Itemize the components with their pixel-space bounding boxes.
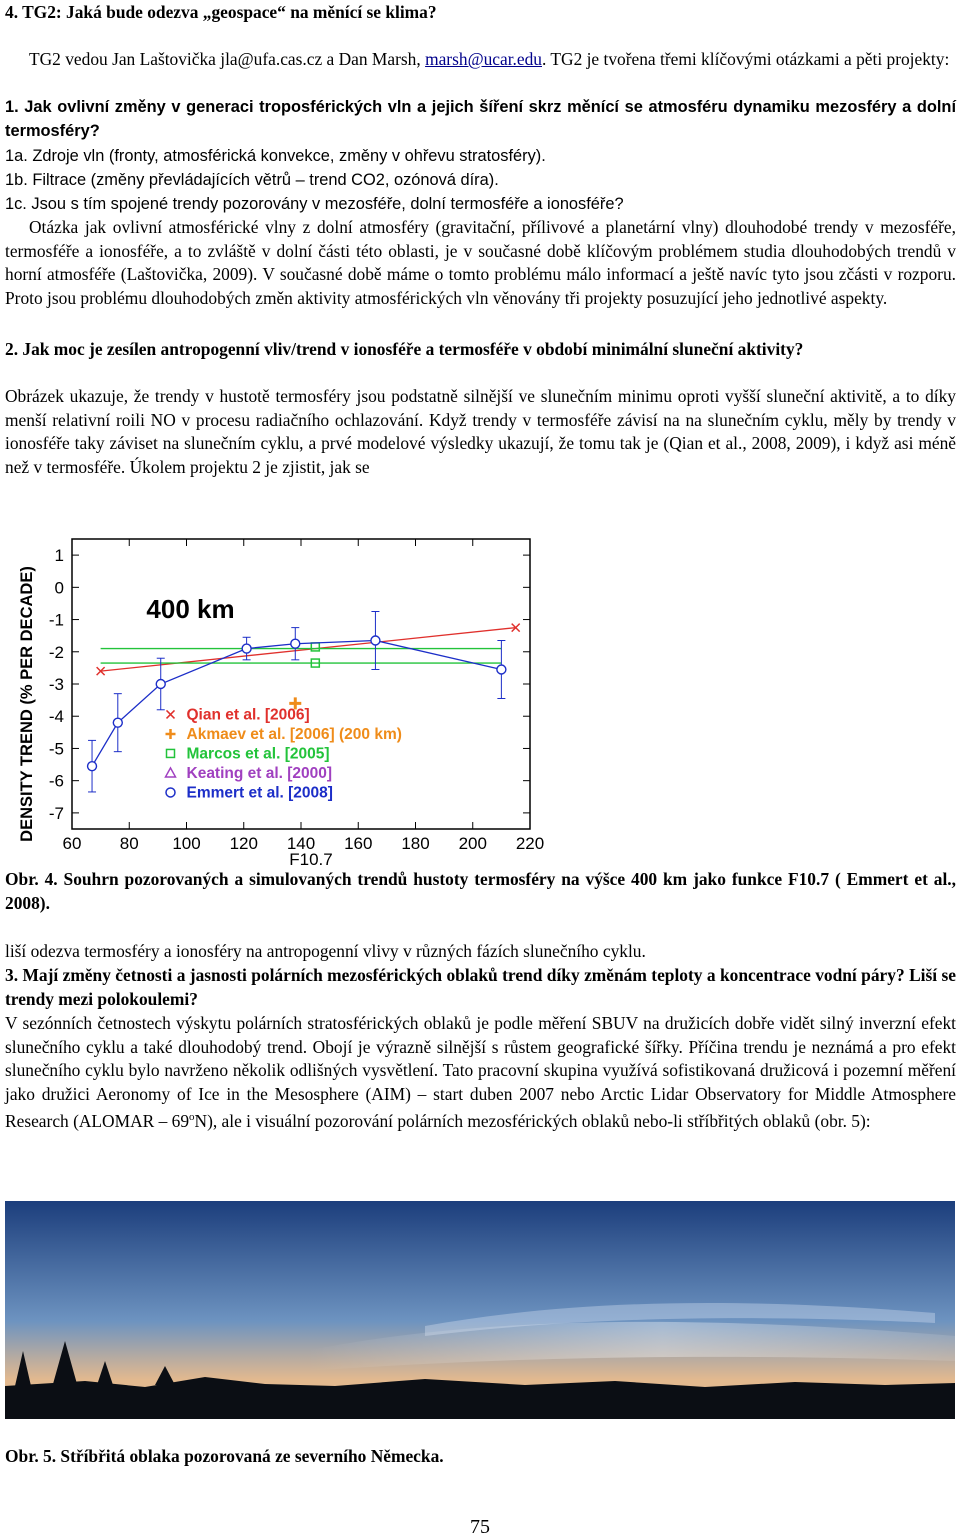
y-tick-label: -5 (48, 739, 64, 759)
question-2-title: 2. Jak moc je zesílen antropogenní vliv/trend v ionosféře a termosféře v období minimální sluneční aktivity? (5, 339, 804, 359)
x-axis-label: F10.7 (289, 850, 333, 867)
legend-marker-plus (166, 729, 176, 739)
question-1-title: 1. Jak ovlivní změny v generaci troposférických vln a jejich šíření skrz měnící se atmosféru dynamiku mezosféry a dolní termosféry? (5, 98, 956, 140)
x-tick-label: 120 (229, 834, 258, 853)
x-tick-label: 60 (62, 834, 82, 853)
legend-label: Marcos et al. [2005] (186, 745, 330, 763)
emmert-marker (291, 639, 300, 648)
emmert-marker (156, 680, 165, 689)
y-axis-label: DENSITY TREND (% PER DECADE) (18, 566, 36, 842)
emmert-marker (371, 636, 380, 645)
x-tick-label: 80 (119, 834, 139, 853)
question-3-title: 3. Mají změny četnosti a jasnosti polárních mezosférických oblaků trend díky změnám teploty a koncentrace vodní páry? Liší se trendy mezi polokoulemi? (5, 965, 956, 1009)
figure-4-caption: Obr. 4. Souhrn pozorovaných a simulovaných trendů hustoty termosféry na výšce 400 km jako funkce F10.7 ( Emmert et al., 2008). (5, 869, 956, 913)
legend-label: Keating et al. [2000] (186, 764, 333, 782)
question-2-continuation: liší odezva termosféry a ionosféry na antropogenní vlivy v různých fázích slunečního cyklu. (5, 941, 646, 961)
email-link[interactable]: marsh@ucar.edu (425, 49, 542, 69)
question-2-body: Obrázek ukazuje, že trendy v hustotě termosféry jsou podstatně silnější ve slunečním minimu oproti vyšší sluneční aktivitě, a to díky menší relativní roili NO v procesu radiačního ochlazování. Když trendy v termosféře závisí na na slunečním cyklu, měly by trendy v ionosféře taky záviset na slunečním cyklu, a prvé modelové výsledky ukazují, že tomu tak je (Qian et al., 2008, 2009), i když asi méně než v termosféře. Úkolem projektu 2 je zjistit, jak se (5, 386, 956, 477)
x-tick-label: 140 (286, 834, 316, 853)
legend-marker-square (167, 749, 175, 757)
y-tick-label: -3 (48, 675, 64, 694)
section-heading: 4. TG2: Jaká bude odezva „geospace“ na měnící se klima? (5, 2, 437, 22)
y-tick-label: -1 (48, 610, 64, 630)
density-trend-chart (0, 527, 560, 867)
figure-5-caption: Obr. 5. Stříbřitá oblaka pozorovaná ze severního Německa. (5, 1446, 444, 1466)
question-1b: 1b. Filtrace (změny převládajících větrů – trend CO2, ozónová díra). (5, 171, 499, 189)
y-tick-label: 1 (54, 546, 64, 566)
photo-svg (5, 1201, 955, 1419)
marcos-marker (311, 643, 319, 651)
noctilucent-clouds-photo (5, 1201, 955, 1419)
chart-title: 400 km (146, 593, 235, 624)
y-tick-label: -2 (48, 642, 64, 662)
page-number: 75 (470, 1516, 490, 1538)
question-3-body-a: V sezónních četnostech výskytu polárních stratosférických oblaků je podle měření SBUV na družicích dobře vidět silný inverzní efekt slunečního cyklu a také dlouhodobý trend. Obojí je výrazně silnější s růstem geografické šířky. Příčina trendu je neznámá a pro efekt slunečního cyklu bylo navrženo několik odlišných vysvětlení. Tato pracovní skupina využívá sofistikovaná družicová i pozemní měření jako družici Aeronomy of Ice in the Mesosphere (AIM) – start duben 2007 nebo Arctic Lidar Observatory for Middle Atmosphere Research (ALOMAR – 69 (5, 1013, 956, 1132)
x-tick-label: 160 (344, 834, 373, 853)
x-tick-label: 100 (172, 834, 201, 853)
emmert-marker (242, 644, 251, 653)
y-tick-label: -7 (48, 803, 64, 823)
legend-marker-circle (166, 788, 175, 797)
x-tick-label: 180 (401, 834, 430, 853)
intro-text-b: . TG2 je tvořena třemi klíčovými otázkami a pěti projekty: (542, 49, 950, 69)
y-tick-label: 0 (54, 578, 64, 598)
emmert-marker (113, 718, 122, 727)
question-3-body-b: N), ale i visuální pozorování polárních mezosférických oblaků nebo-li stříbřitých oblaků (obr. 5): (194, 1111, 871, 1132)
legend-label: Akmaev et al. [2006] (200 km) (186, 725, 402, 743)
legend-label: Qian et al. [2006] (186, 706, 310, 724)
emmert-marker (88, 762, 97, 771)
emmert-marker (497, 665, 506, 674)
x-tick-label: 200 (458, 834, 487, 853)
x-tick-label: 220 (515, 834, 545, 853)
y-tick-label: -4 (48, 707, 64, 727)
intro-text-a: TG2 vedou Jan Laštovička jla@ufa.cas.cz a Dan Marsh, (29, 49, 426, 69)
degree-sup: o (189, 1111, 195, 1124)
chart-svg (0, 527, 560, 867)
legend-label: Emmert et al. [2008] (186, 784, 333, 802)
legend-marker-triangle (166, 768, 176, 777)
question-1a: 1a. Zdroje vln (fronty, atmosférická konvekce, změny v ohřevu stratosféry). (5, 147, 546, 165)
question-1-body: Otázka jak ovlivní atmosférické vlny z dolní atmosféry (gravitační, přílivové a planetární vlny) dlouhodobé trendy v mezosféře, termosféře a ionosféře, a to zvláště v dolní části této oblasti, je v současné době klíčovým problémem studia dlouhodobých trendů v horní atmosféře (Laštovička, 2009). V současné době máme o tomto problému málo informací a ještě navíc tyto jsou zčásti v rozporu. Proto jsou problému dlouhodobých změn aktivity atmosférických vln věnovány tři projekty posuzující jeho jednotlivé aspekty. (5, 217, 956, 308)
question-3-body (5, 1012, 956, 1134)
question-1c: 1c. Jsou s tím spojené trendy pozorovány v mezosféře, dolní termosféře a ionosféře? (5, 195, 624, 213)
qian-trend-line (101, 628, 516, 672)
y-tick-label: -6 (48, 771, 64, 791)
intro-paragraph (5, 48, 956, 72)
legend-marker-x (167, 710, 175, 718)
